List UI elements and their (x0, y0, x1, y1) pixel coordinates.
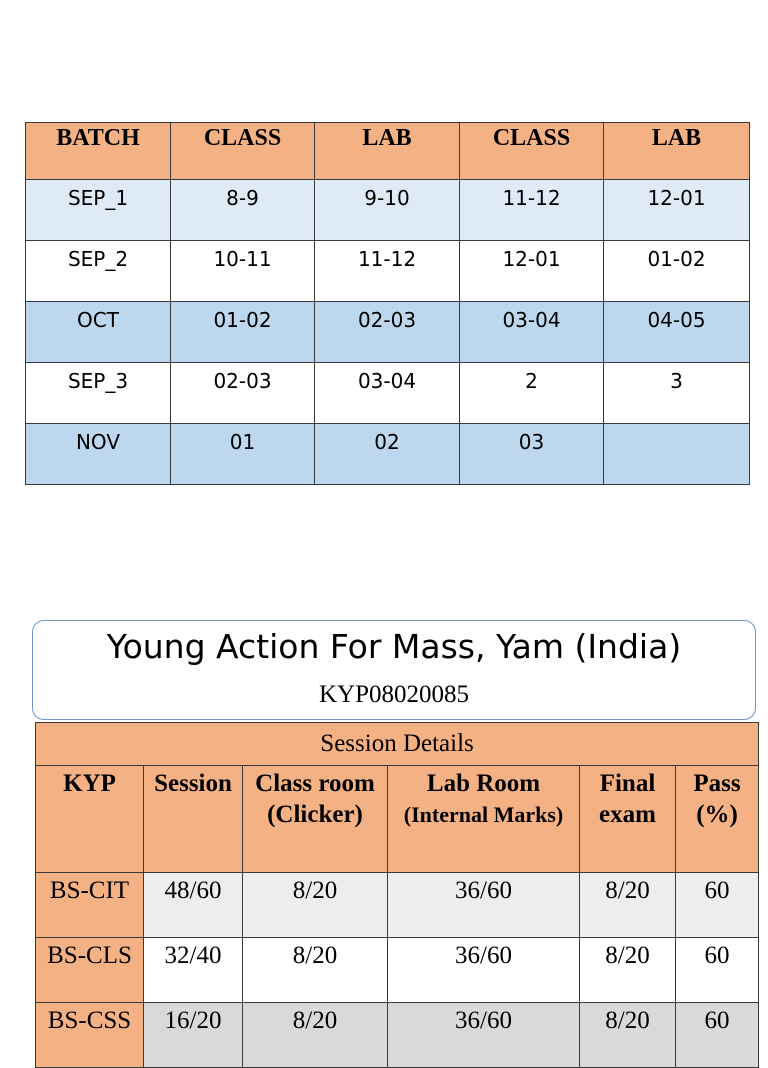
header-pass-percent: (%) (696, 801, 738, 828)
table-row (26, 363, 750, 424)
table-row (36, 1003, 759, 1068)
header-lab-room-label: Lab Room (426, 770, 541, 797)
final-exam-cell: 8/20 (580, 938, 676, 1003)
table-row (36, 873, 759, 938)
session-cell: 16/20 (144, 1003, 243, 1068)
header-class: CLASS (460, 123, 604, 180)
pass-cell: 60 (676, 873, 759, 938)
header-class-room (243, 766, 388, 873)
time-cell: 10-11 (171, 241, 315, 302)
time-cell: 01 (171, 424, 315, 485)
final-exam-cell: 8/20 (580, 1003, 676, 1068)
header-class: CLASS (171, 123, 315, 180)
kyp-cell: BS-CSS (36, 1003, 144, 1068)
time-cell: 01-02 (171, 302, 315, 363)
class-room-cell: 8/20 (243, 1003, 388, 1068)
time-cell: 04-05 (604, 302, 750, 363)
batch-cell: SEP_3 (26, 363, 171, 424)
header-pass (676, 766, 759, 873)
organization-name: Young Action For Mass, Yam (India) (106, 627, 682, 666)
session-cell: 32/40 (144, 938, 243, 1003)
header-class-room-label: Class room (255, 770, 375, 797)
table-row (26, 424, 750, 485)
header-exam-label: exam (599, 801, 656, 828)
session-details-table (35, 722, 759, 1068)
kyp-cell: BS-CIT (36, 873, 144, 938)
schedule-header-row (26, 123, 750, 180)
time-cell: 02 (315, 424, 460, 485)
class-room-cell: 8/20 (243, 873, 388, 938)
header-kyp (36, 766, 144, 873)
batch-cell: NOV (26, 424, 171, 485)
batch-schedule-table (25, 122, 750, 485)
header-class-room-sub: (Clicker) (267, 801, 363, 828)
header-final-exam (580, 766, 676, 873)
final-exam-cell: 8/20 (580, 873, 676, 938)
time-cell: 2 (460, 363, 604, 424)
table-row (26, 180, 750, 241)
time-cell: 03-04 (460, 302, 604, 363)
organization-code: KYP08020085 (318, 681, 469, 708)
batch-cell: OCT (26, 302, 171, 363)
time-cell: 9-10 (315, 180, 460, 241)
time-cell: 11-12 (315, 241, 460, 302)
header-kyp-label: KYP (63, 770, 116, 797)
time-cell: 8-9 (171, 180, 315, 241)
table-row (36, 938, 759, 1003)
batch-cell: SEP_2 (26, 241, 171, 302)
table-row (26, 302, 750, 363)
table-row (26, 241, 750, 302)
header-session (144, 766, 243, 873)
kyp-cell: BS-CLS (36, 938, 144, 1003)
lab-room-cell: 36/60 (388, 938, 580, 1003)
pass-cell: 60 (676, 1003, 759, 1068)
header-lab: LAB (315, 123, 460, 180)
batch-cell: SEP_1 (26, 180, 171, 241)
time-cell: 01-02 (604, 241, 750, 302)
session-details-caption: Session Details (36, 723, 759, 766)
header-lab-room-sub: (Internal Marks) (403, 802, 564, 827)
session-caption-row (36, 723, 759, 766)
time-cell: 02-03 (315, 302, 460, 363)
class-room-cell: 8/20 (243, 938, 388, 1003)
header-lab-room (388, 766, 580, 873)
lab-room-cell: 36/60 (388, 1003, 580, 1068)
session-header-row (36, 766, 759, 873)
time-cell: 11-12 (460, 180, 604, 241)
time-cell: 02-03 (171, 363, 315, 424)
organization-header (32, 620, 756, 720)
header-pass-label: Pass (693, 770, 741, 797)
session-cell: 48/60 (144, 873, 243, 938)
time-cell: 12-01 (460, 241, 604, 302)
time-cell: 03 (460, 424, 604, 485)
time-cell (604, 424, 750, 485)
lab-room-cell: 36/60 (388, 873, 580, 938)
time-cell: 3 (604, 363, 750, 424)
header-lab: LAB (604, 123, 750, 180)
header-session-label: Session (154, 770, 232, 797)
time-cell: 03-04 (315, 363, 460, 424)
header-batch: BATCH (26, 123, 171, 180)
header-final-label: Final (599, 770, 656, 797)
time-cell: 12-01 (604, 180, 750, 241)
pass-cell: 60 (676, 938, 759, 1003)
